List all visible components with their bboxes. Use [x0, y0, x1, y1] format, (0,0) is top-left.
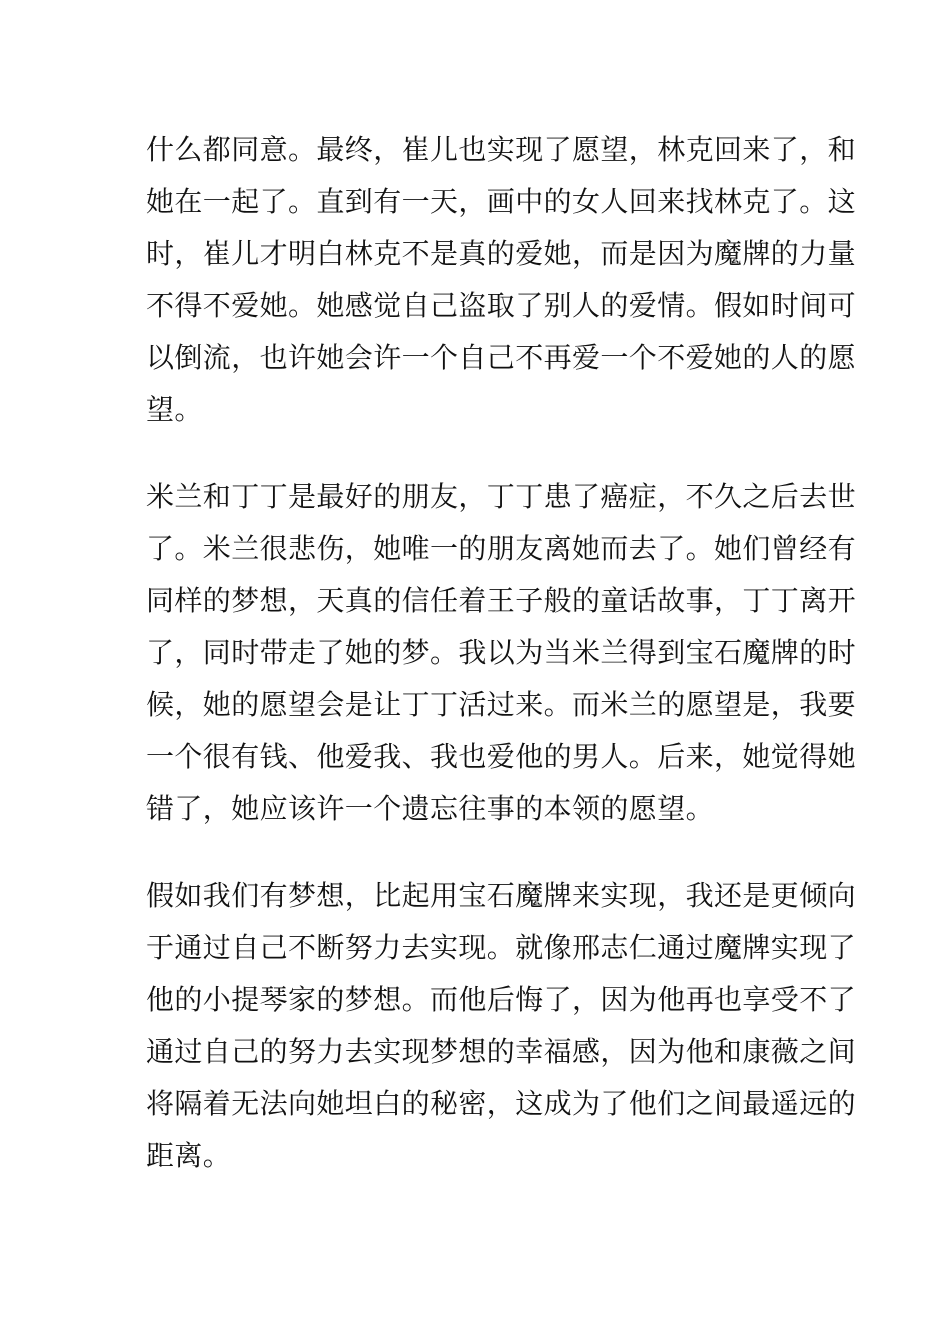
- text-line: 一个很有钱、他爱我、我也爱他的男人。后来，她觉得她: [146, 740, 857, 773]
- text-line: 通过自己的努力去实现梦想的幸福感，因为他和康薇之间: [146, 1035, 857, 1068]
- text-line: 错了，她应该许一个遗忘往事的本领的愿望。: [146, 792, 715, 825]
- paragraph-3: [146, 870, 857, 1182]
- text-line: 距离。: [146, 1139, 232, 1172]
- text-line: 他的小提琴家的梦想。而他后悔了，因为他再也享受不了: [146, 983, 857, 1016]
- text-line: 同样的梦想，天真的信任着王子般的童话故事，丁丁离开: [146, 584, 857, 617]
- text-line: 时，崔儿才明白林克不是真的爱她，而是因为魔牌的力量: [146, 237, 857, 270]
- text-line: 了，同时带走了她的梦。我以为当米兰得到宝石魔牌的时: [146, 636, 857, 669]
- text-line: 候，她的愿望会是让丁丁活过来。而米兰的愿望是，我要: [146, 688, 857, 721]
- text-line: 了。米兰很悲伤，她唯一的朋友离她而去了。她们曾经有: [146, 532, 857, 565]
- text-line: 什么都同意。最终，崔儿也实现了愿望，林克回来了，和: [146, 133, 857, 166]
- text-line: 米兰和丁丁是最好的朋友，丁丁患了癌症，不久之后去世: [146, 480, 857, 513]
- text-line: 将隔着无法向她坦白的秘密，这成为了他们之间最遥远的: [146, 1087, 857, 1120]
- text-line: 于通过自己不断努力去实现。就像邢志仁通过魔牌实现了: [146, 931, 857, 964]
- text-line: 她在一起了。直到有一天，画中的女人回来找林克了。这: [146, 185, 857, 218]
- paragraph-2: [146, 471, 857, 835]
- text-line: 以倒流，也许她会许一个自己不再爱一个不爱她的人的愿: [146, 341, 857, 374]
- text-line: 假如我们有梦想，比起用宝石魔牌来实现，我还是更倾向: [146, 879, 857, 912]
- text-line: 不得不爱她。她感觉自己盗取了别人的爱情。假如时间可: [146, 289, 857, 322]
- text-line: 望。: [146, 393, 203, 426]
- paragraph-1: [146, 124, 857, 436]
